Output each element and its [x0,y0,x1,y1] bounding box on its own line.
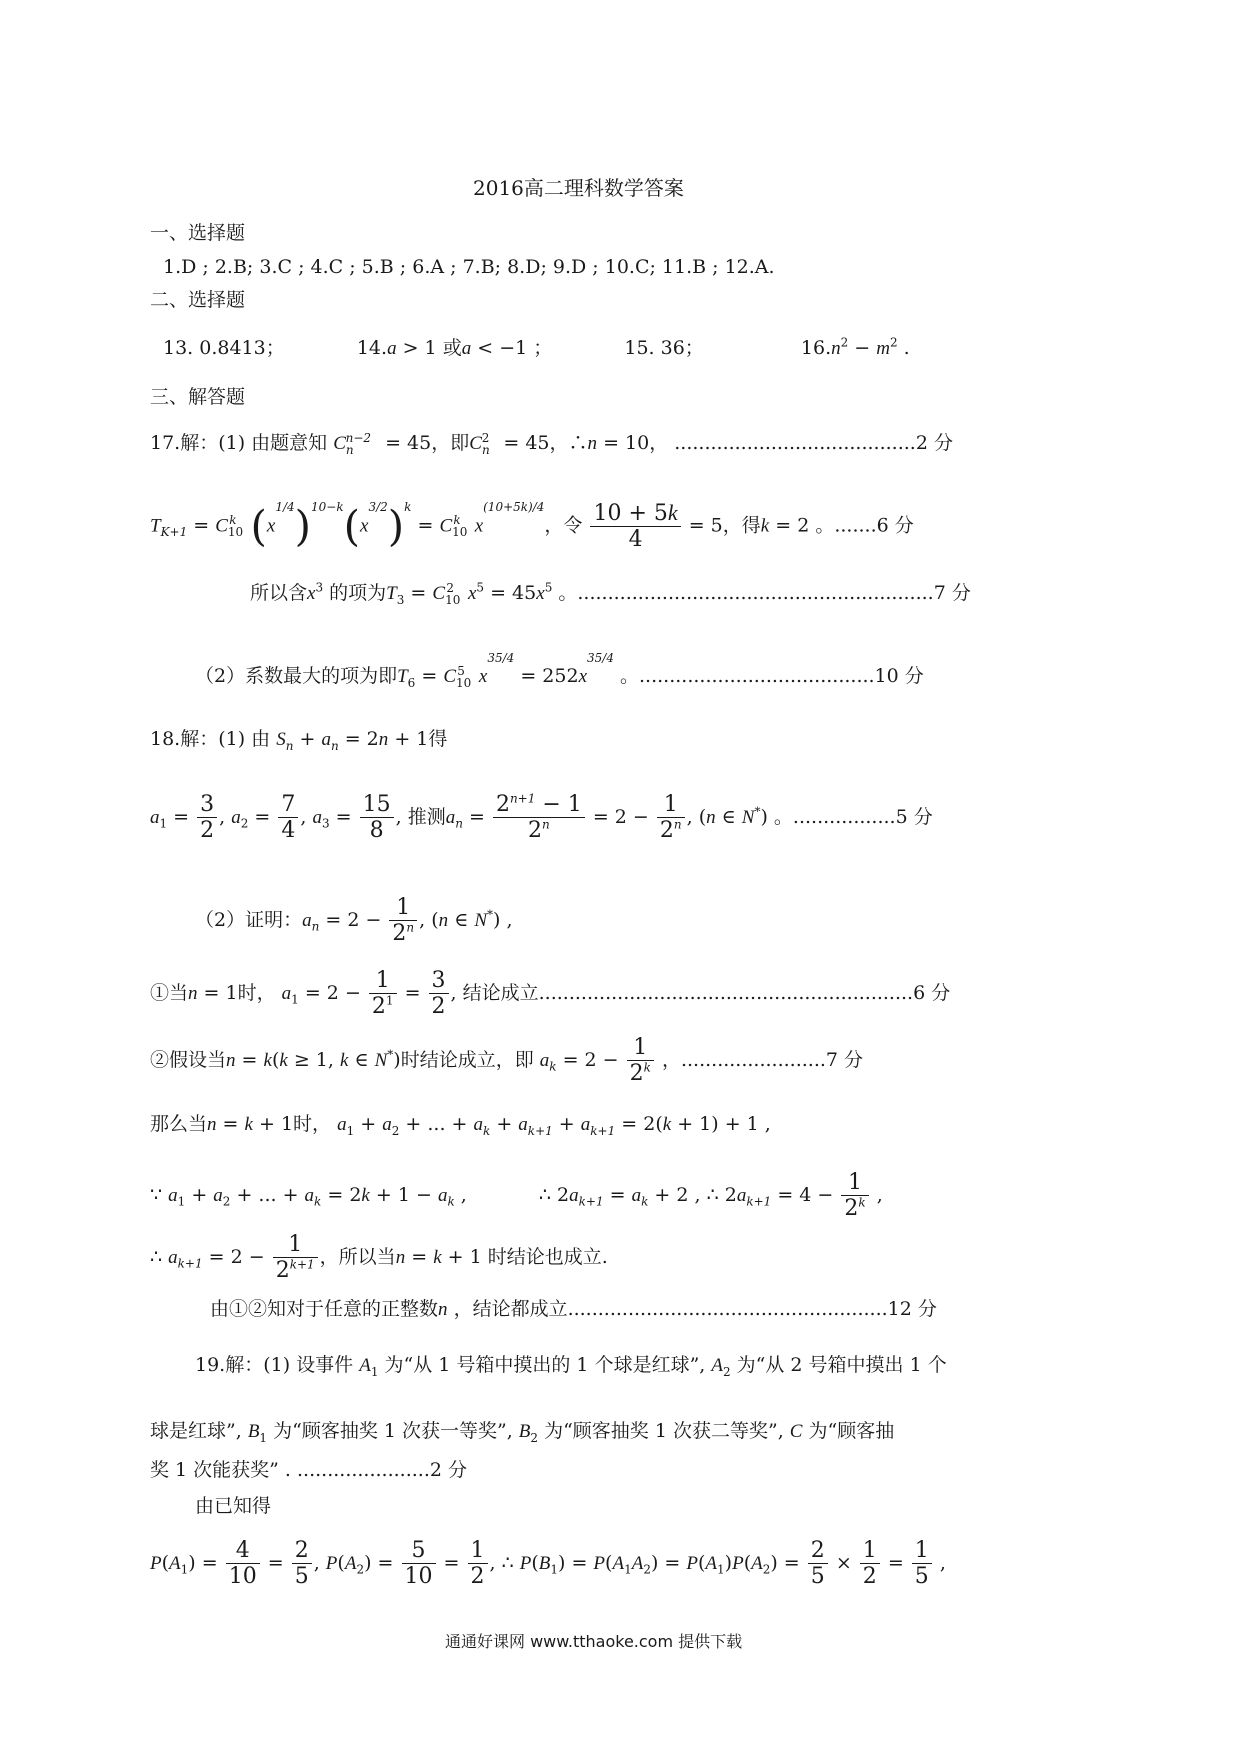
q16-label: 16. [800,337,832,359]
p19-line-5: $P(A_1)$ = $\frac{4}{10}$ = $\frac{2}{5}$ , $P(A_2)$ = $\frac{5}{10}$ = $\frac{1}{2}$ , ∴ $P(B_1) = P(A_1A_2) = P(A_1)P(A_2)$ = $\frac{2}{5}$ × $\frac{1}{2}$ = $\frac{1}{5}$ , [150,1538,946,1590]
p18-score-2: 结论成立..............................................................6 分 [462,981,951,1004]
p18-text: 时结论也成立. [487,1245,608,1268]
p19-text: 为“顾客抽奖 1 次获二等奖”, [544,1420,784,1442]
p17-line-1: 17.解：(1) 由题意知 $C_n^{n-2} = 45$，即$C_n^2 = 45$，∴n = 10， ........................................2 分 [150,430,953,457]
p18-line-8: ∴ $a_{k+1} = 2$ − $\frac{1}{2^{k+1}}$ ，所以当n = k + 1 时结论也成立. [150,1232,608,1284]
fill-answers: 13. 0.8413； 14.a > 1 或a < −1 ； 15. 36； $16.n^2 - m^2$ . [163,335,910,359]
p17-text: ，即 [431,432,470,454]
p18-head: 18.解：(1) 由 [150,728,271,750]
section-heading-2: 二、选择题 [150,289,246,311]
q14-or: 或 [442,337,462,359]
section-heading-3: 三、解答题 [150,386,246,408]
p17-text: （2）系数最大的项为即 [195,665,398,687]
p17-text: ，得 [722,514,761,537]
page-title: 2016高二理科数学答案 [473,176,684,200]
p18-score-1: 。.................5 分 [773,805,933,828]
p19-text: 为“顾客抽奖 1 次获一等奖”, [273,1420,513,1442]
p19-text: 为“从 1 号箱中摸出的 1 个球是红球”, [384,1354,706,1376]
p17-score-3: 。...........................................................7 分 [558,582,971,604]
p18-text: 时， [293,1113,332,1135]
p19-line-3: 奖 1 次能获奖” . ......................2 分 [150,1459,467,1481]
p19-line-1: 19.解：(1) 设事件 $A_1$ 为“从 1 号箱中摸出的 1 个球是红球”, $A_2$ 为“从 2 号箱中摸出 1 个 [195,1354,947,1379]
p18-text: ①当 [150,981,189,1004]
p18-line-6: 那么当n = k + 1时， $a_1 + a_2$ + ... + $a_k + a_{k+1} + a_{k+1} = 2(k + 1) + 1$ , [150,1113,771,1138]
p17-line-4: （2）系数最大的项为即$T_6 = C_{10}^5$ x35/4 = 252x35/4 。.......................................10 分 [195,651,924,690]
p18-text: 时结论成立，即 [400,1048,534,1071]
p18-line-4: ①当n = 1时， $a_1 = 2$ − $\frac{1}{2^1}$ = $\frac{3}{2}$ , 结论成立..............................................................6 分 [150,968,951,1020]
p18-line-7: ∵ $a_1 + a_2$ + ... + $a_k = 2k + 1 - a_k$ , ∴ $2a_{k+1} = a_k + 2$ , ∴ $2a_{k+1} = 4$ − $\frac{1}{2^k}$ , [150,1170,883,1222]
p17-line-3: 所以含$x^3$ 的项为$T_3 = C_{10}^2$ $x^5 = 45x^5$ 。...........................................................7 分 [250,580,971,607]
p18-text: 时， [237,981,276,1004]
mc-answers: 1.D ; 2.B; 3.C ; 4.C ; 5.B ; 6.A ; 7.B; 8.D; 9.D ; 10.C; 11.B ; 12.A. [163,256,775,278]
p19-text: 球是红球”, [150,1420,242,1442]
p19-line-2: 球是红球”, $B_1$ 为“顾客抽奖 1 次获一等奖”, $B_2$ 为“顾客抽奖 1 次获二等奖”, C 为“顾客抽 [150,1420,895,1445]
p18-score-4: ，结论都成立.....................................................12 分 [453,1298,937,1320]
p17-text: ，∴ [549,432,588,454]
p18-text: 得 [428,728,448,750]
p17-text: ，令 [544,514,583,537]
p17-score-1: ........................................2 分 [674,432,953,454]
p19-line-4: 由已知得 [195,1495,272,1517]
p17-text: 所以含 [250,582,308,604]
p18-text: （2）证明： [195,908,303,931]
p17-score-4: 。.......................................10 分 [620,665,924,687]
p18-text: 推测 [407,805,446,828]
p18-score-3: ，........................7 分 [661,1048,864,1071]
q14-label: 14. [356,337,388,359]
p19-head: 19.解：(1) 设事件 [195,1354,354,1376]
page-footer: 通通好课网 www.tthaoke.com 提供下载 [445,1632,743,1651]
p17-line-2: $T_{K+1} = C_{10}^k$ $(x1/4)10-k(x3/2)k = C_{10}^k$ x(10+5k)/4，令 $\frac{10 + 5k}{4}$ = 5，得k = 2 。.......6 分 [150,500,914,553]
p18-text: 由①②知对于任意的正整数 [210,1298,439,1320]
q15-answer: 15. 36； [624,337,704,359]
p17-score-2: 。.......6 分 [815,514,914,537]
p18-line-1: 18.解：(1) 由 $S_n + a_n = 2n + 1$得 [150,728,448,753]
p19-text: 为“从 2 号箱中摸出 1 个 [736,1354,947,1376]
p18-text: 那么当 [150,1113,208,1135]
p18-text: ，所以当 [319,1245,396,1268]
p18-line-9: 由①②知对于任意的正整数n ，结论都成立.....................................................12 分 [210,1298,937,1320]
p19-text: 为“顾客抽 [808,1420,895,1442]
p18-line-2: $a_1$ = $\frac{3}{2}$ , $a_2$ = $\frac{7}{4}$ , $a_3$ = $\frac{15}{8}$ , 推测$a_n$ = $\frac{2^{n+1} - 1}{2^n}$ = 2 − $\frac{1}{2^n}$ , (n ∈ N*) 。.................5 分 [150,791,933,844]
p17-head: 17.解：(1) 由题意知 [150,432,328,454]
p18-line-5: ②假设当n = k(k ≥ 1, k ∈ N*)时结论成立，即 $a_k = 2$ − $\frac{1}{2^k}$ ，........................7 分 [150,1035,864,1087]
section-heading-1: 一、选择题 [150,222,246,244]
p18-line-3: （2）证明：$a_n = 2$ − $\frac{1}{2^n}$ , (n ∈ N*) , [195,895,513,947]
p17-text: 的项为 [329,582,387,604]
p18-text: ②假设当 [150,1048,227,1071]
q13-answer: 13. 0.8413； [163,337,285,359]
